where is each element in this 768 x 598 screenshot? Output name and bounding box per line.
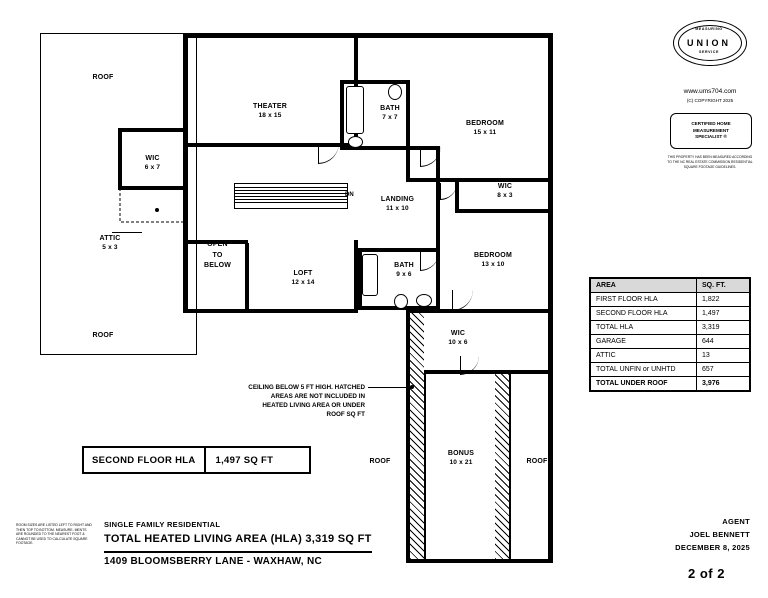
wall-wic-right-bottom bbox=[455, 209, 553, 213]
area-table bbox=[589, 277, 751, 392]
wall-open-divider bbox=[245, 243, 249, 313]
table-row bbox=[591, 307, 750, 321]
area-table-header-area: AREA bbox=[591, 279, 697, 293]
certification-badge bbox=[670, 113, 752, 149]
logo-bottom-text: SERVICE bbox=[699, 50, 719, 54]
wall-bed-ur-left bbox=[406, 80, 410, 180]
sink-upper-bath bbox=[348, 136, 363, 148]
sqft-cell: 13 bbox=[697, 349, 750, 363]
tub-lower-bath bbox=[362, 254, 378, 296]
cert-line-2: MEASUREMENT bbox=[693, 127, 729, 133]
label-attic: ATTIC 5 x 3 bbox=[99, 235, 121, 251]
stair-direction-label: DN bbox=[345, 192, 354, 198]
label-bonus: BONUS 10 x 21 bbox=[447, 450, 475, 466]
agent-date: DECEMBER 8, 2025 bbox=[675, 542, 750, 552]
area-cell: TOTAL UNFIN or UNHTD bbox=[591, 363, 697, 377]
table-row-total bbox=[591, 377, 750, 391]
wall-wic-bonus-bottom bbox=[410, 370, 548, 374]
door-theater bbox=[318, 143, 339, 164]
page-number: 2 of 2 bbox=[688, 566, 725, 581]
hatch-right-bonus bbox=[495, 374, 509, 559]
table-row bbox=[591, 363, 750, 377]
label-theater: THEATER 18 x 15 bbox=[253, 103, 287, 119]
label-roof-bonus-right: ROOF bbox=[526, 458, 548, 465]
label-roof-bonus-left: ROOF bbox=[369, 458, 391, 465]
title-line-2: TOTAL HEATED LIVING AREA (HLA) 3,319 SQ FT bbox=[104, 533, 372, 545]
sqft-cell: 1,822 bbox=[697, 293, 750, 307]
callout-leader-line bbox=[368, 387, 413, 388]
callout-leader-dot bbox=[410, 385, 414, 389]
title-line-3: 1409 BLOOMSBERRY LANE - WAXHAW, NC bbox=[104, 556, 323, 567]
wall-loft-bottom bbox=[188, 309, 358, 313]
table-row bbox=[591, 321, 750, 335]
area-cell: TOTAL UNDER ROOF bbox=[591, 377, 697, 391]
table-row bbox=[591, 349, 750, 363]
label-bedroom-upper-right: BEDROOM 15 x 11 bbox=[466, 120, 504, 136]
label-bath-lower: BATH 9 x 6 bbox=[394, 262, 414, 278]
sink-lower-bath bbox=[416, 294, 432, 307]
area-cell: SECOND FLOOR HLA bbox=[591, 307, 697, 321]
table-row bbox=[591, 335, 750, 349]
attic-leader-dot bbox=[155, 208, 159, 212]
label-bedroom-lower-right: BEDROOM 13 x 10 bbox=[474, 252, 512, 268]
sqft-cell: 644 bbox=[697, 335, 750, 349]
attic-dashed-region bbox=[118, 186, 198, 228]
sqft-cell: 3,319 bbox=[697, 321, 750, 335]
wall-bath-upper-top bbox=[340, 80, 410, 84]
wall-bath-upper-left bbox=[340, 80, 344, 150]
door-bedroom-lower bbox=[452, 290, 473, 311]
label-bath-upper: BATH 7 x 7 bbox=[380, 105, 400, 121]
label-open-to-below: OPEN TO BELOW bbox=[203, 241, 232, 269]
logo-main-text: UNION bbox=[687, 38, 731, 48]
floor-badge-value: 1,497 SQ FT bbox=[215, 454, 274, 466]
attic-leader-line bbox=[112, 232, 142, 233]
wall-bonus-outer-right bbox=[548, 313, 553, 563]
area-cell: FIRST FLOOR HLA bbox=[591, 293, 697, 307]
stair-direction-arrow bbox=[300, 196, 342, 197]
sqft-cell: 657 bbox=[697, 363, 750, 377]
logo-top-text: MEASURING bbox=[695, 27, 723, 31]
wall-wic-left-side bbox=[118, 128, 122, 190]
agent-name: JOEL BENNETT bbox=[689, 529, 750, 539]
area-table-header-sqft: SQ. FT. bbox=[697, 279, 750, 293]
label-roof-top-left: ROOF bbox=[92, 74, 114, 81]
sqft-cell: 1,497 bbox=[697, 307, 750, 321]
wall-wic-left-top bbox=[118, 128, 188, 132]
label-wic-right: WIC 8 x 3 bbox=[497, 183, 513, 199]
ums-logo bbox=[673, 14, 747, 70]
tub-upper-bath bbox=[346, 86, 364, 134]
agent-block bbox=[600, 516, 750, 554]
title-underline bbox=[104, 551, 372, 553]
wall-right-upper bbox=[548, 33, 553, 313]
label-wic-left: WIC 6 x 7 bbox=[144, 155, 161, 171]
area-cell: ATTIC bbox=[591, 349, 697, 363]
wall-top bbox=[183, 33, 553, 38]
toilet-lower-bath bbox=[394, 294, 408, 309]
hatch-left-bonus bbox=[410, 313, 424, 559]
area-cell: TOTAL HLA bbox=[591, 321, 697, 335]
label-landing: LANDING 11 x 10 bbox=[380, 196, 415, 212]
label-wic-bonus: WIC 10 x 6 bbox=[448, 330, 468, 346]
disclaimer-text: ROOM SIZES ARE LISTED LEFT TO RIGHT AND THEN TOP TO BOTTOM. MEASURE- MENTS ARE ROUNDED TO THE NEAREST FOOT & CANNOT BE USED TO CALCULATE SQUARE FOOTAGE. bbox=[16, 523, 92, 546]
wall-theater-bottom bbox=[183, 243, 188, 313]
floor-badge-label: SECOND FLOOR HLA bbox=[92, 454, 196, 466]
wall-bed-lr-bottom bbox=[406, 309, 553, 313]
wall-bed-ur-bottom bbox=[406, 178, 553, 182]
label-loft: LOFT 12 x 14 bbox=[291, 270, 315, 286]
cert-line-1: CERTIFIED HOME bbox=[691, 120, 731, 126]
copyright-text: (C) COPYRIGHT 2025 bbox=[686, 98, 734, 103]
ceiling-callout-text: CEILING BELOW 5 FT HIGH. HATCHED AREAS ARE NOT INCLUDED IN HEATED LIVING AREA OR UNDER ROOF SQ FT bbox=[248, 384, 365, 419]
sqft-cell: 3,976 bbox=[697, 377, 750, 391]
website-url[interactable]: www.ums704.com bbox=[683, 88, 737, 95]
toilet-upper-bath bbox=[388, 84, 402, 100]
table-row bbox=[591, 293, 750, 307]
cert-line-3: SPECIALIST ® bbox=[695, 134, 727, 140]
wall-bonus-bottom bbox=[406, 559, 553, 563]
area-cell: GARAGE bbox=[591, 335, 697, 349]
bonus-interior bbox=[426, 376, 495, 558]
label-roof-bottom-left: ROOF bbox=[92, 332, 114, 339]
wall-hatch-inner-right bbox=[509, 374, 511, 559]
second-floor-hla-badge bbox=[82, 446, 311, 474]
title-line-1: SINGLE FAMILY RESIDENTIAL bbox=[104, 520, 221, 529]
certification-note: THIS PROPERTY HAS BEEN MEASURED ACCORDING TO THE NC REAL ESTATE COMMISSION RESIDENTIAL SQUARE FOOTAGE GUIDELINES. bbox=[667, 155, 753, 169]
agent-label: AGENT bbox=[722, 517, 750, 526]
